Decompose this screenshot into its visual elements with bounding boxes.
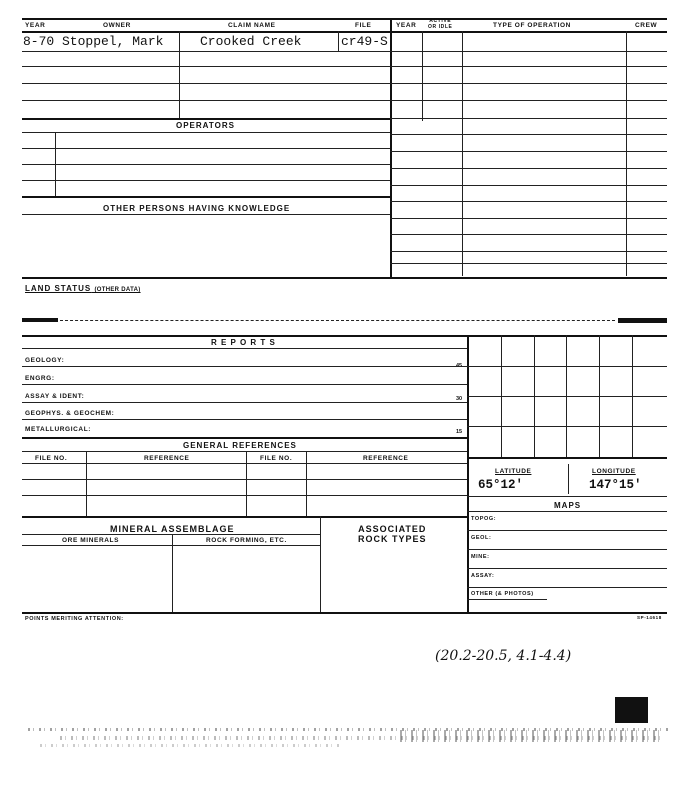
report-geophys: GEOPHYS. & GEOCHEM: [25, 410, 115, 417]
report-engrg: ENGRG: [25, 375, 55, 382]
operators-heading: OPERATORS [176, 121, 235, 130]
entry-owner: Stoppel, Mark [62, 34, 164, 49]
report-metallurgical: METALLURGICAL: [25, 426, 92, 433]
header-owner: OWNER [103, 22, 131, 29]
points-meriting-attention: POINTS MERITING ATTENTION: [25, 616, 124, 622]
longitude-label: LONGITUDE [592, 468, 636, 475]
entry-claim-name: Crooked Creek [200, 34, 302, 49]
latitude-label: LATITUDE [495, 468, 532, 475]
scan-noise [40, 744, 340, 747]
associated-rock-types-heading: ASSOCIATED ROCK TYPES [358, 524, 427, 544]
header-type-of-operation: TYPE OF OPERATION [493, 22, 571, 29]
genref-file-no-2: FILE NO. [260, 455, 293, 462]
report-num-15: 15 [456, 429, 463, 435]
header-crew: CREW [635, 22, 658, 29]
maps-assay: ASSAY: [471, 573, 495, 579]
other-persons-heading: OTHER PERSONS HAVING KNOWLEDGE [103, 204, 291, 213]
header-year: YEAR [25, 22, 46, 29]
entry-year: 8-70 [23, 34, 55, 49]
report-assay: ASSAY & IDENT: [25, 393, 85, 400]
entry-file: cr49-S [341, 34, 388, 49]
rock-forming-label: ROCK FORMING, ETC. [206, 537, 287, 544]
ore-minerals-label: ORE MINERALS [62, 537, 120, 544]
report-num-30: 30 [456, 396, 463, 402]
header-file: FILE [355, 22, 372, 29]
scan-mark [615, 697, 648, 723]
land-status-heading: LAND STATUS (OTHER DATA) [25, 284, 141, 293]
ink-smear [618, 318, 667, 323]
reports-heading: R E P O R T S [211, 338, 276, 347]
longitude-value: 147°15' [589, 478, 642, 492]
maps-mine: MINE: [471, 554, 490, 560]
handwritten-note: (20.2-20.5, 4.1-4.4) [435, 648, 572, 664]
general-references-heading: GENERAL REFERENCES [183, 441, 297, 450]
top-border [22, 18, 667, 20]
header-claim-name: CLAIM NAME [228, 22, 276, 29]
header-year-2: YEAR [396, 22, 417, 29]
latitude-value: 65°12' [478, 478, 524, 492]
maps-other: OTHER (& PHOTOS) [471, 591, 534, 597]
ink-smear [22, 318, 58, 322]
mineral-assemblage-heading: MINERAL ASSEMBLAGE [110, 524, 235, 534]
maps-geol: GEOL: [471, 535, 492, 541]
report-geology: GEOLOGY: [25, 357, 65, 364]
genref-file-no-1: FILE NO. [35, 455, 68, 462]
maps-topog: TOPOG: [471, 516, 497, 522]
header-underline [22, 31, 667, 33]
scan-noise [400, 730, 660, 742]
genref-reference-2: REFERENCE [363, 455, 409, 462]
report-num-45: 45 [456, 363, 463, 369]
genref-reference-1: REFERENCE [144, 455, 190, 462]
form-number: SP-14618 [637, 615, 662, 620]
header-active-or-idle: ACTIVE OR IDLE [428, 18, 453, 30]
maps-heading: MAPS [554, 501, 582, 510]
